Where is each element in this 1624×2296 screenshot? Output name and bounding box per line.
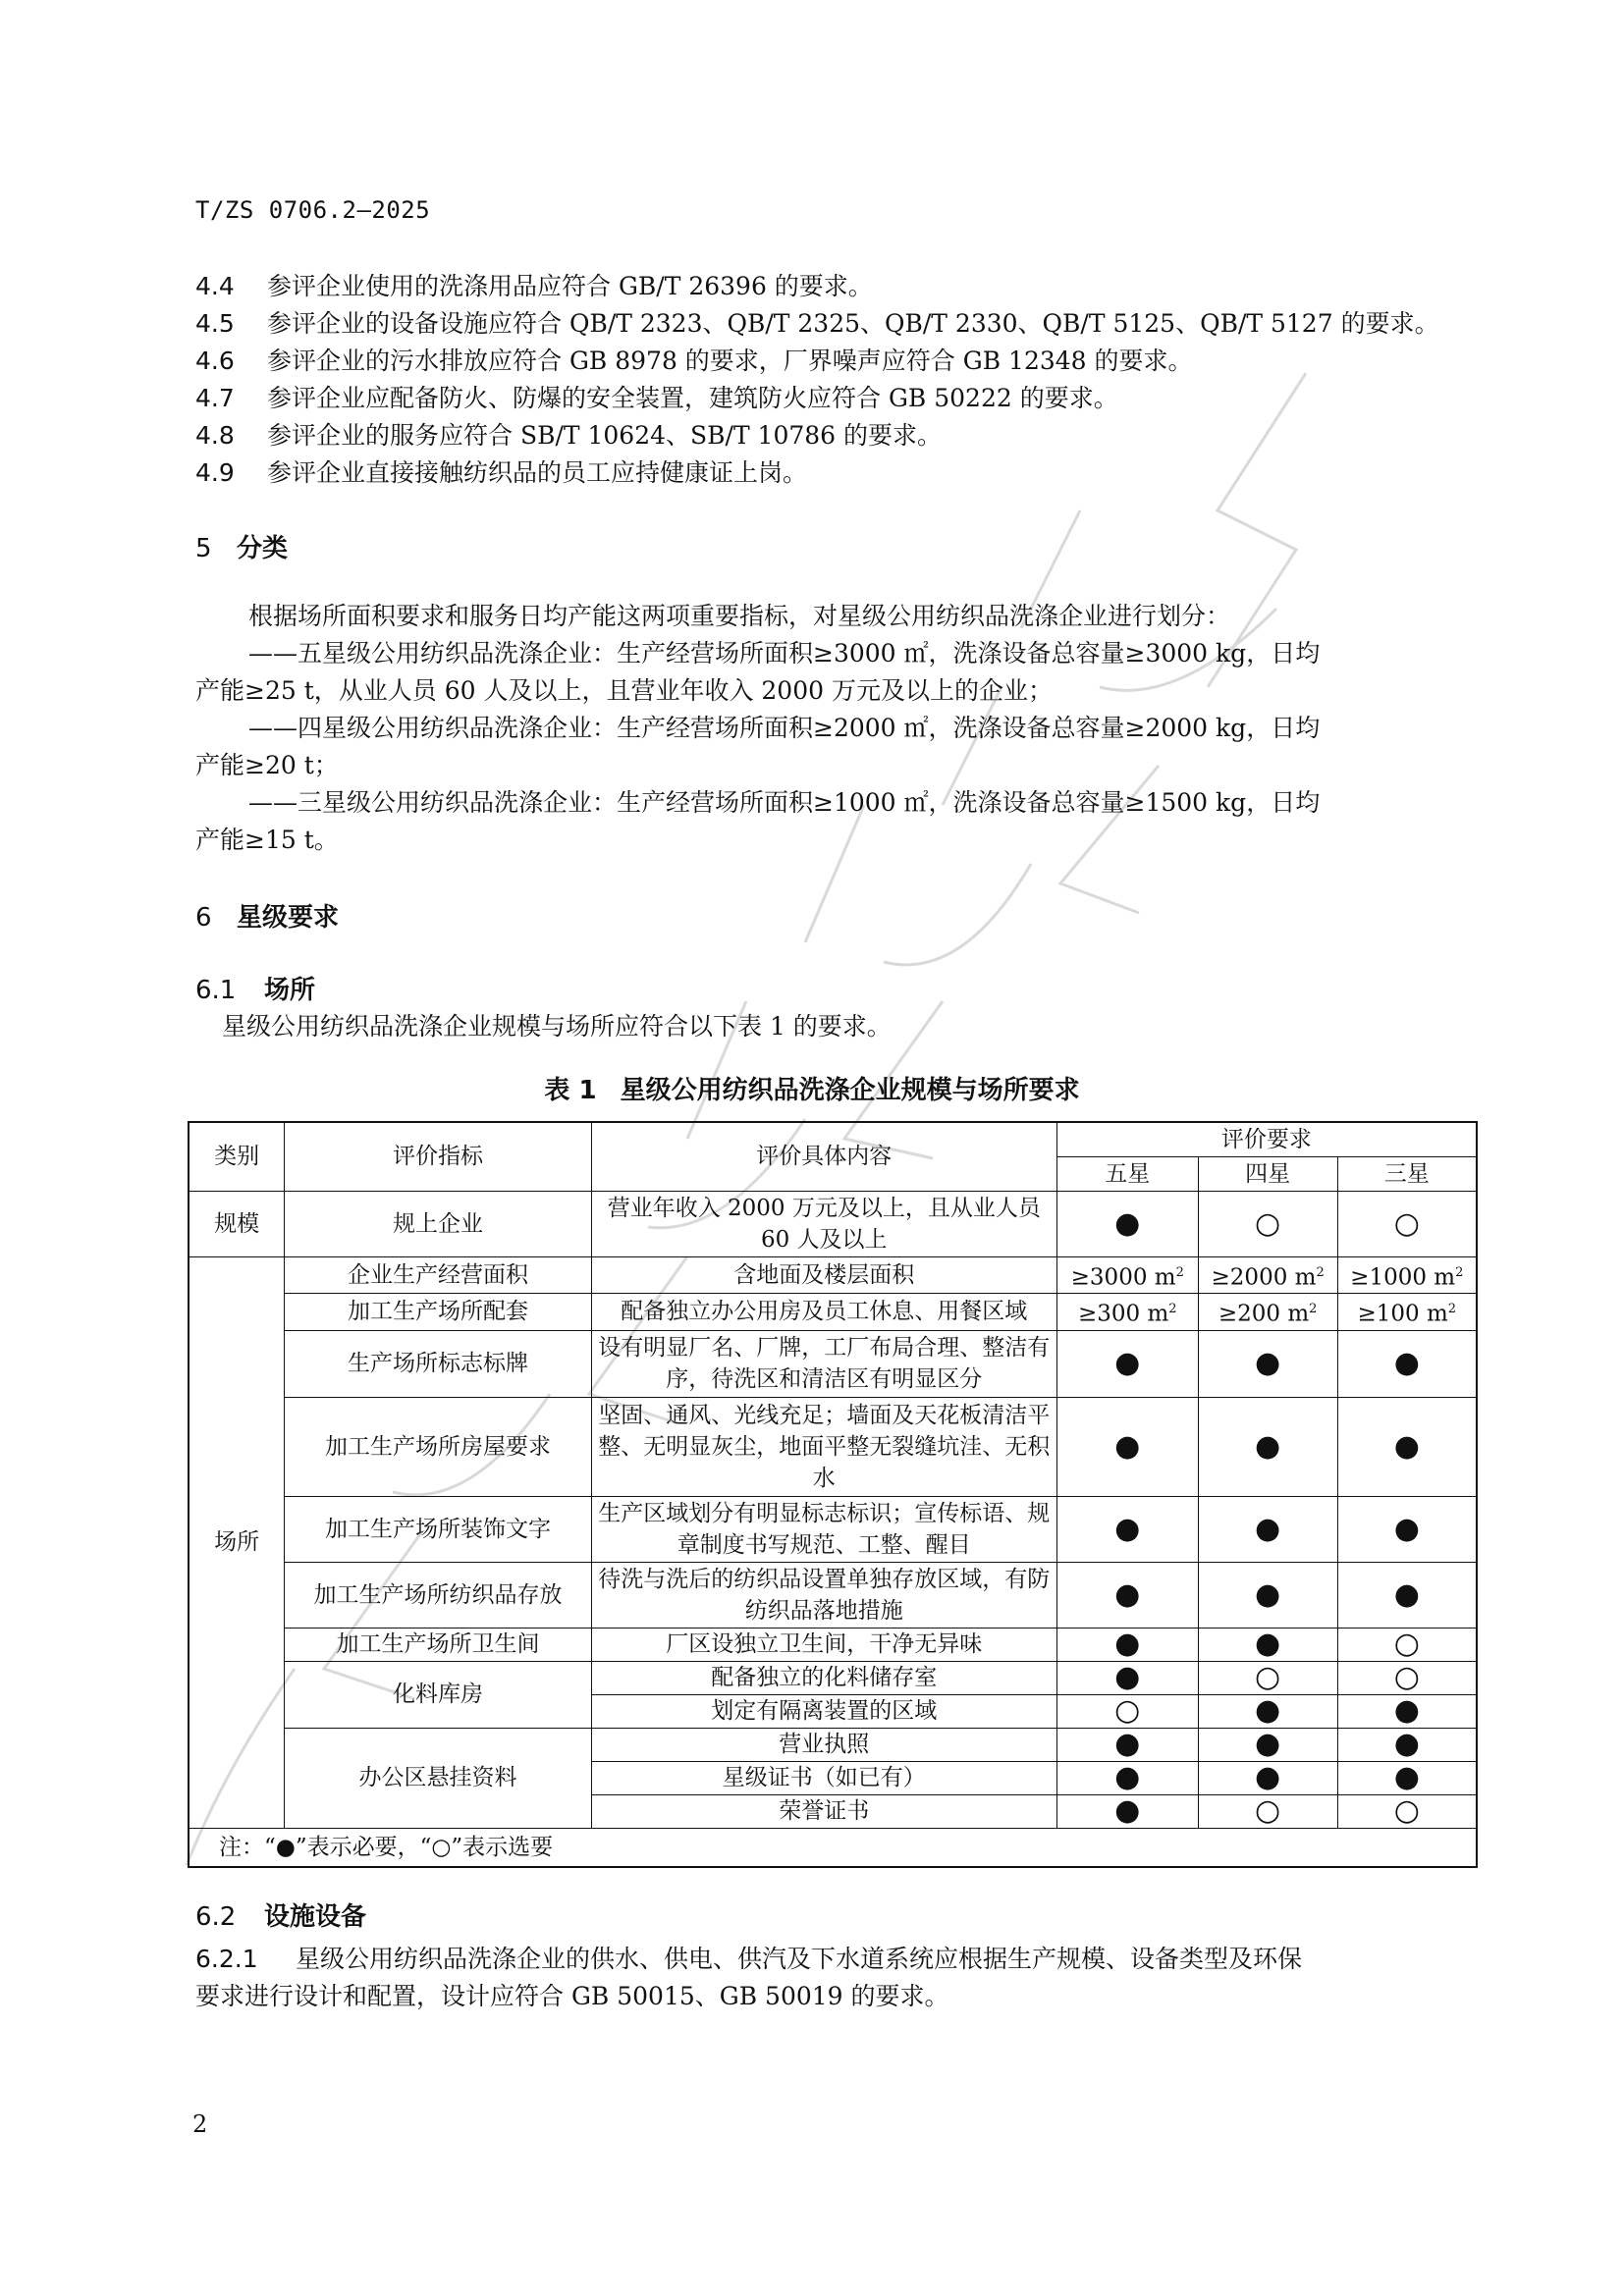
table-row [189,1628,1477,1661]
section-5-intro: 根据场所面积要求和服务日均产能这两项重要指标，对星级公用纺织品洗涤企业进行划分： [248,602,1231,630]
clause-4-7 [195,381,1118,416]
clause-text: 参评企业的服务应符合 SB/T 10624、SB/T 10786 的要求。 [267,421,943,450]
five-star-line-1: ——五星级公用纺织品洗涤企业：生产经营场所面积≥3000 ㎡，洗涤设备总容量≥3000 kg，日均 [248,639,1321,667]
header-four-star: 四星 [1198,1156,1337,1191]
table-row [189,1294,1477,1331]
clause-4-6 [195,344,1193,379]
clause-4-4 [195,269,873,304]
content-cell: 含地面及楼层面积 [591,1256,1056,1294]
section-5-heading [195,528,288,564]
three-star-mark: ● [1337,1761,1477,1794]
four-star-line-1: ——四星级公用纺织品洗涤企业：生产经营场所面积≥2000 ㎡，洗涤设备总容量≥2000 kg，日均 [248,714,1321,742]
indicator-cell: 规上企业 [285,1191,591,1256]
clause-4-5 [195,306,1439,342]
content-cell: 营业年收入 2000 万元及以上，且从业人员 60 人及以上 [591,1191,1056,1256]
unit-exponent: 2 [1447,1302,1457,1317]
clause-number: 4.9 [195,458,235,487]
table-row [189,1496,1477,1562]
indicator-cell: 加工生产场所配套 [285,1294,591,1331]
clause-text: 参评企业使用的洗涤用品应符合 GB/T 26396 的要求。 [267,272,873,300]
five-star-mark: ○ [1056,1694,1198,1728]
clause-number: 4.5 [195,309,235,338]
four-star-line-2: 产能≥20 t； [195,751,339,779]
value-text: ≥3000 m [1070,1264,1176,1291]
four-star-mark: ○ [1198,1661,1337,1694]
content-cell: 星级证书（如已有） [591,1761,1056,1794]
clause-number: 4.7 [195,384,235,412]
table-note: 注：“●”表示必要，“○”表示选要 [189,1828,1477,1867]
clause-4-8 [195,418,942,454]
section-6-2-heading [195,1896,366,1933]
table-row [189,1661,1477,1694]
three-star-mark: ● [1337,1562,1477,1628]
five-star-mark: ● [1056,1330,1198,1397]
value-text: ≥1000 m [1350,1264,1456,1291]
content-cell: 配备独立办公用房及员工休息、用餐区域 [591,1294,1056,1331]
section-number: 6 [195,903,212,933]
section-title: 场所 [264,976,316,1005]
three-star-mark: ● [1337,1694,1477,1728]
table-note-row [189,1828,1477,1867]
three-star-mark: ● [1337,1330,1477,1397]
value-text: ≥2000 m [1211,1264,1317,1291]
three-star-mark: ● [1337,1496,1477,1562]
three-star-mark: ● [1337,1397,1477,1496]
requirements-table [188,1121,1478,1868]
indicator-cell: 办公区悬挂资料 [285,1728,591,1828]
category-cell: 场所 [189,1256,285,1828]
value-text: ≥300 m [1077,1301,1169,1327]
five-star-mark: ● [1056,1794,1198,1828]
five-star-mark: ● [1056,1496,1198,1562]
indicator-cell: 生产场所标志标牌 [285,1330,591,1397]
section-6-heading [195,897,339,934]
five-star-mark: ● [1056,1562,1198,1628]
three-star-value [1337,1294,1477,1331]
table-row [189,1562,1477,1628]
unit-exponent: 2 [1309,1302,1318,1317]
three-star-mark: ○ [1337,1191,1477,1256]
indicator-cell: 化料库房 [285,1661,591,1728]
three-star-mark: ○ [1337,1628,1477,1661]
four-star-mark: ● [1198,1330,1337,1397]
indicator-cell: 企业生产经营面积 [285,1256,591,1294]
section-number: 6.2 [195,1902,237,1932]
four-star-value [1198,1294,1337,1331]
four-star-mark: ○ [1198,1191,1337,1256]
four-star-mark: ● [1198,1694,1337,1728]
four-star-mark: ● [1198,1397,1337,1496]
five-star-mark: ● [1056,1761,1198,1794]
clause-text: 参评企业的污水排放应符合 GB 8978 的要求，厂界噪声应符合 GB 12348 的要求。 [267,347,1193,375]
table-caption: 星级公用纺织品洗涤企业规模与场所要求 [620,1076,1080,1105]
four-star-mark: ● [1198,1728,1337,1761]
four-star-mark: ● [1198,1761,1337,1794]
table-title [0,1070,1624,1106]
section-6-1-heading [195,970,315,1006]
content-cell: 设有明显厂名、厂牌，工厂布局合理、整洁有序，待洗区和清洁区有明显区分 [591,1330,1056,1397]
five-star-mark: ● [1056,1661,1198,1694]
clause-number: 4.6 [195,347,235,375]
content-cell: 坚固、通风、光线充足；墙面及天花板清洁平整、无明显灰尘，地面平整无裂缝坑洼、无积水 [591,1397,1056,1496]
table-header-row [189,1122,1477,1156]
three-star-value [1337,1256,1477,1294]
header-three-star: 三星 [1337,1156,1477,1191]
unit-exponent: 2 [1168,1302,1177,1317]
clause-6-2-1-line-2: 要求进行设计和配置，设计应符合 GB 50015、GB 50019 的要求。 [195,1982,949,2010]
value-text: ≥200 m [1218,1301,1310,1327]
section-title: 分类 [237,534,289,563]
five-star-value [1056,1256,1198,1294]
four-star-mark: ● [1198,1496,1337,1562]
content-cell: 荣誉证书 [591,1794,1056,1828]
four-star-value [1198,1256,1337,1294]
content-cell: 生产区域划分有明显标志标识；宣传标语、规章制度书写规范、工整、醒目 [591,1496,1056,1562]
clause-number: 4.4 [195,272,235,300]
content-cell: 厂区设独立卫生间，干净无异味 [591,1628,1056,1661]
three-star-mark: ○ [1337,1794,1477,1828]
value-text: ≥100 m [1357,1301,1448,1327]
clause-text: 参评企业的设备设施应符合 QB/T 2323、QB/T 2325、QB/T 2330、QB/T 5125、QB/T 5127 的要求。 [267,309,1439,338]
section-title: 星级要求 [237,903,340,933]
five-star-line-2: 产能≥25 t，从业人员 60 人及以上，且营业年收入 2000 万元及以上的企业； [195,676,1053,705]
section-title: 设施设备 [264,1902,367,1932]
category-cell: 规模 [189,1191,285,1256]
table-row [189,1330,1477,1397]
five-star-mark: ● [1056,1728,1198,1761]
clause-text: 参评企业应配备防火、防爆的安全装置，建筑防火应符合 GB 50222 的要求。 [267,384,1118,412]
three-star-line-2: 产能≥15 t。 [195,826,339,854]
header-requirement: 评价要求 [1056,1122,1477,1156]
five-star-value [1056,1294,1198,1331]
table-row [189,1728,1477,1761]
three-star-line-1: ——三星级公用纺织品洗涤企业：生产经营场所面积≥1000 ㎡，洗涤设备总容量≥1500 kg，日均 [248,788,1321,817]
indicator-cell: 加工生产场所纺织品存放 [285,1562,591,1628]
clause-number: 6.2.1 [195,1945,258,1973]
three-star-mark: ● [1337,1728,1477,1761]
content-cell: 划定有隔离装置的区域 [591,1694,1056,1728]
content-cell: 营业执照 [591,1728,1056,1761]
header-content: 评价具体内容 [591,1122,1056,1191]
indicator-cell: 加工生产场所房屋要求 [285,1397,591,1496]
header-category: 类别 [189,1122,285,1191]
content-cell: 待洗与洗后的纺织品设置单独存放区域，有防纺织品落地措施 [591,1562,1056,1628]
four-star-mark: ● [1198,1562,1337,1628]
five-star-mark: ● [1056,1397,1198,1496]
header-five-star: 五星 [1056,1156,1198,1191]
unit-exponent: 2 [1455,1264,1464,1280]
clause-text: 星级公用纺织品洗涤企业的供水、供电、供汽及下水道系统应根据生产规模、设备类型及环保 [296,1945,1303,1973]
clause-6-2-1-line-1 [195,1942,1302,1977]
clause-number: 4.8 [195,421,235,450]
section-number: 5 [195,534,212,563]
unit-exponent: 2 [1316,1264,1325,1280]
table-label: 表 1 [544,1076,597,1105]
section-6-1-intro: 星级公用纺织品洗涤企业规模与场所应符合以下表 1 的要求。 [222,1012,892,1041]
clause-text: 参评企业直接接触纺织品的员工应持健康证上岗。 [267,458,808,487]
section-number: 6.1 [195,976,237,1005]
unit-exponent: 2 [1175,1264,1184,1280]
content-cell: 配备独立的化料储存室 [591,1661,1056,1694]
table-row [189,1191,1477,1256]
header-indicator: 评价指标 [285,1122,591,1191]
three-star-mark: ○ [1337,1661,1477,1694]
four-star-mark: ● [1198,1628,1337,1661]
four-star-mark: ○ [1198,1794,1337,1828]
table-row [189,1256,1477,1294]
five-star-mark: ● [1056,1628,1198,1661]
table-row [189,1397,1477,1496]
page-number: 2 [192,2110,208,2138]
clause-4-9 [195,455,807,491]
five-star-mark: ● [1056,1191,1198,1256]
indicator-cell: 加工生产场所装饰文字 [285,1496,591,1562]
document-code: T/ZS 0706.2—2025 [195,196,431,224]
indicator-cell: 加工生产场所卫生间 [285,1628,591,1661]
